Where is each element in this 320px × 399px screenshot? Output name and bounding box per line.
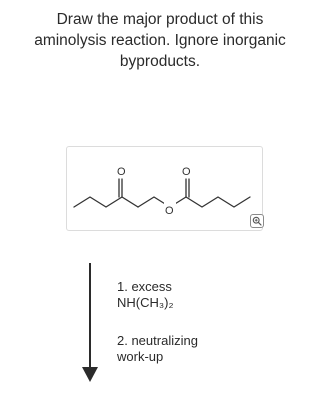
zoom-in-icon	[252, 216, 262, 226]
question-line-1: Draw the major product of this	[56, 11, 264, 28]
condition-step-2-line-2: work-up	[117, 349, 164, 364]
reaction-arrow	[78, 261, 102, 385]
starting-material-card	[66, 146, 263, 231]
zoom-button[interactable]	[250, 214, 264, 228]
anhydride-structure	[67, 147, 264, 232]
question-text	[0, 9, 320, 72]
reaction-conditions	[117, 279, 198, 365]
right-ethyl-chain	[186, 197, 250, 207]
bridge-oxygen: O	[165, 205, 174, 217]
left-ethyl-chain	[74, 197, 138, 207]
carbonyl-oxygen-right: O	[182, 166, 191, 178]
carbonyl-oxygen-left: O	[117, 166, 126, 178]
question-line-3: byproducts.	[119, 53, 201, 70]
question-line-2: aminolysis reaction. Ignore inorganic	[34, 32, 286, 49]
condition-step-1-line-1: 1. excess	[117, 279, 172, 294]
ester-bridge	[138, 197, 186, 207]
condition-step-1-line-2: NH(CH₃)₂	[117, 295, 174, 310]
condition-step-2-line-1: 2. neutralizing	[117, 333, 198, 348]
